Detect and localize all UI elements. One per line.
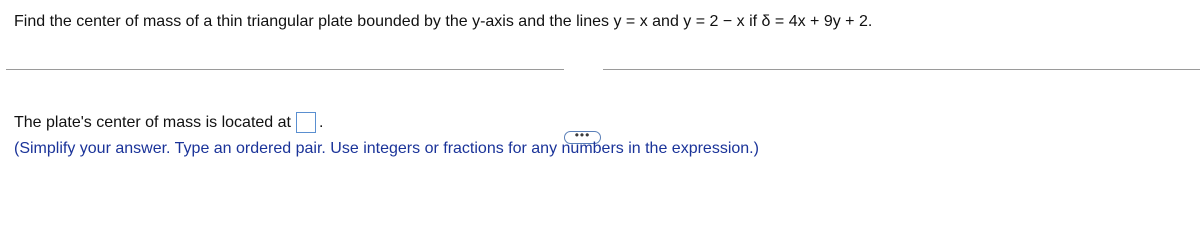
answer-line	[14, 112, 323, 133]
divider-line-right	[603, 69, 1200, 70]
answer-hint: (Simplify your answer. Type an ordered pair. Use integers or fractions for any numbers in the expression.)	[14, 140, 759, 157]
ellipsis-icon: •••	[574, 128, 591, 142]
question-text: Find the center of mass of a thin triangular plate bounded by the y-axis and the lines y = x and y = 2 − x if δ = 4x + 9y + 2.	[14, 13, 873, 30]
answer-prompt: The plate's center of mass is located at	[14, 113, 291, 131]
divider-line-left	[6, 69, 564, 70]
answer-period: .	[318, 113, 324, 131]
answer-input-box[interactable]	[296, 112, 316, 133]
